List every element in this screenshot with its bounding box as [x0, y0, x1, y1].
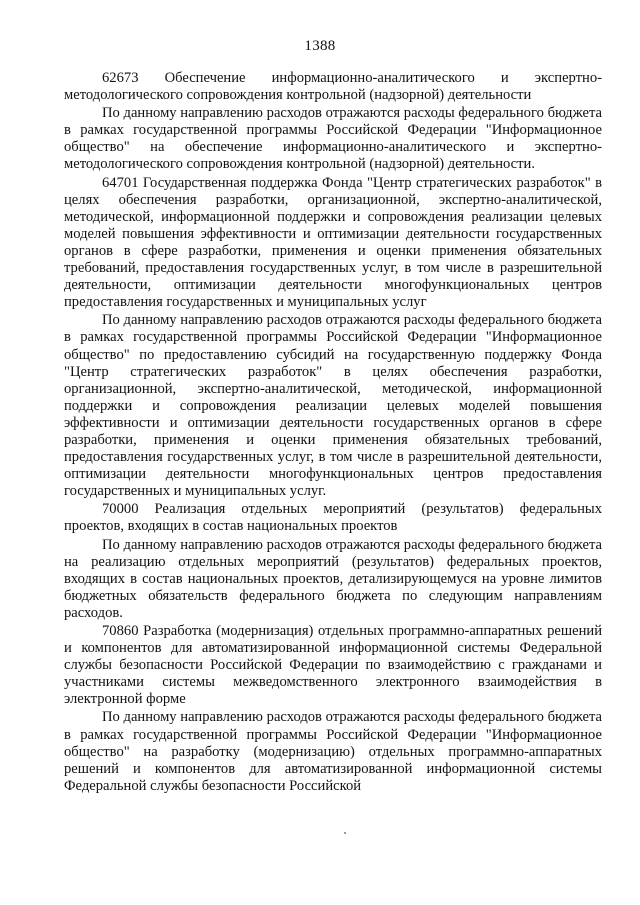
paragraph-64701-description: По данному направлению расходов отражаются расходы федерального бюджета в рамках государственной программы Российской Федерации "Информационное общество" по предоставлению субсидий на государственную поддержку Фонда "Центр стратегических разработок" в целях обеспечения разработки, организационной, экспертно-аналитической, методической, информационной поддержки и сопровождения реализации целевых моделей повышения эффективности и оптимизации деятельности государственных органов в сфере разработки, применения и оценки применения обязательных требований, предоставления государственных услуг, в том числе в разрешительной деятельности, оптимизации деятельности многофункциональных центров предоставления государственных и муниципальных услуг.	[64, 312, 602, 500]
paragraph-70000-heading: 70000 Реализация отдельных мероприятий (результатов) федеральных проектов, входящих в состав национальных проектов	[64, 501, 602, 535]
page-number: 1388	[304, 38, 336, 54]
paragraph-70860-heading: 70860 Разработка (модернизация) отдельных программно-аппаратных решений и компонентов для автоматизированной информационной системы Федеральной службы безопасности Российской Федерации по взаимодействию с гражданами и участниками системы межведомственного электронного взаимодействия в электронной форме	[64, 623, 602, 708]
paragraph-62673-heading: 62673 Обеспечение информационно-аналитического и экспертно-методологического сопровождения контрольной (надзорной) деятельности	[64, 70, 602, 104]
paragraph-64701-heading: 64701 Государственная поддержка Фонда "Центр стратегических разработок" в целях обеспечения разработки, организационной, экспертно-аналитической, методической, информационной поддержки и сопровождения реализации целевых моделей повышения эффективности и оптимизации деятельности государственных органов в сфере разработки, применения и оценки применения обязательных требований, предоставления государственных услуг, в том числе в разрешительной деятельности, оптимизации деятельности многофункциональных центров предоставления государственных и муниципальных услуг	[64, 174, 602, 311]
document-body	[64, 70, 602, 796]
paragraph-70860-description: По данному направлению расходов отражаются расходы федерального бюджета в рамках государственной программы Российской Федерации "Информационное общество" на разработку (модернизацию) отдельных программно-аппаратных решений и компонентов для автоматизированной информационной системы Федеральной службы безопасности Российской	[64, 709, 602, 794]
scan-artifact-dot	[344, 832, 346, 834]
paragraph-70000-description: По данному направлению расходов отражаются расходы федерального бюджета на реализацию отдельных мероприятий (результатов) федеральных проектов, входящих в состав национальных проектов, детализирующемуся на уровне лимитов бюджетных обязательств федерального бюджета по следующим направлениям расходов.	[64, 536, 602, 621]
paragraph-62673-description: По данному направлению расходов отражаются расходы федерального бюджета в рамках государственной программы Российской Федерации "Информационное общество" на обеспечение информационно-аналитического и экспертно-методологического сопровождения контрольной (надзорной) деятельности.	[64, 105, 602, 173]
